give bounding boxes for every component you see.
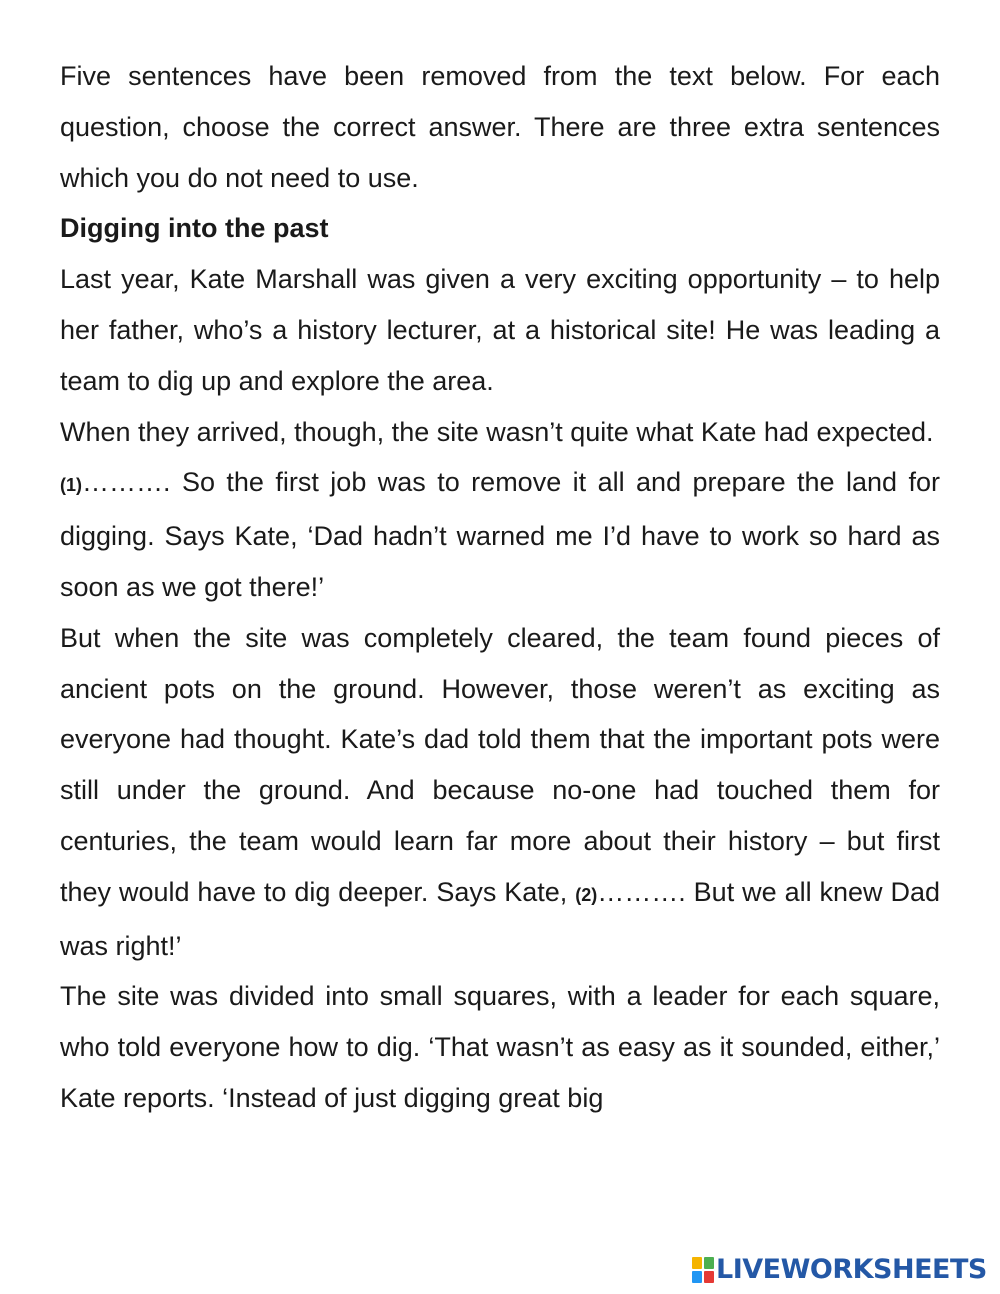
gap-2-number[interactable]: (2) xyxy=(575,884,598,905)
paragraph-4 xyxy=(60,613,940,972)
logo-square-3 xyxy=(692,1271,702,1283)
instructions-text: Five sentences have been removed from the text below. For each question, choose the correct answer. There are three extra sentences which you do not need to use. xyxy=(60,61,940,193)
article-title: Digging into the past xyxy=(60,213,329,244)
logo-square-2 xyxy=(704,1257,714,1269)
gap-1-number[interactable]: (1) xyxy=(60,475,82,496)
worksheet-page xyxy=(60,51,940,1124)
logo-text: LIVEWORKSHEETS xyxy=(716,1254,987,1285)
logo-square-1 xyxy=(692,1257,702,1269)
paragraph-3-text: ………. So the first job was to remove it all and prepare the land for digging. Says Kate, ‘Dad hadn’t warned me I’d have to work so hard as soon as we got there!’ xyxy=(60,467,940,602)
liveworksheets-logo-icon xyxy=(692,1257,714,1283)
paragraph-5: The site was divided into small squares, with a leader for each square, who told everyone how to dig. ‘That wasn’t as easy as it sounded, either,’ Kate reports. ‘Instead of just digging great big xyxy=(60,981,940,1113)
paragraph-1: Last year, Kate Marshall was given a very exciting opportunity – to help her father, who’s a history lecturer, at a historical site! He was leading a team to dig up and explore the area. xyxy=(60,264,940,396)
paragraph-2: When they arrived, though, the site wasn’t quite what Kate had expected. xyxy=(60,416,934,447)
logo-square-4 xyxy=(704,1271,714,1283)
paragraph-3 xyxy=(60,457,940,612)
paragraph-4-text-b: ………. But we all knew Dad was right!’ xyxy=(60,876,940,961)
paragraph-4-text-a: But when the site was completely cleared, the team found pieces of ancient pots on the ground. However, those weren’t as exciting as everyone had thought. Kate’s dad told them that the important pots were still under the ground. And because no-one had touched them for centuries, the team would learn far more about their history – but first they would have to dig deeper. Says Kate, xyxy=(60,622,940,907)
liveworksheets-logo xyxy=(692,1253,987,1287)
